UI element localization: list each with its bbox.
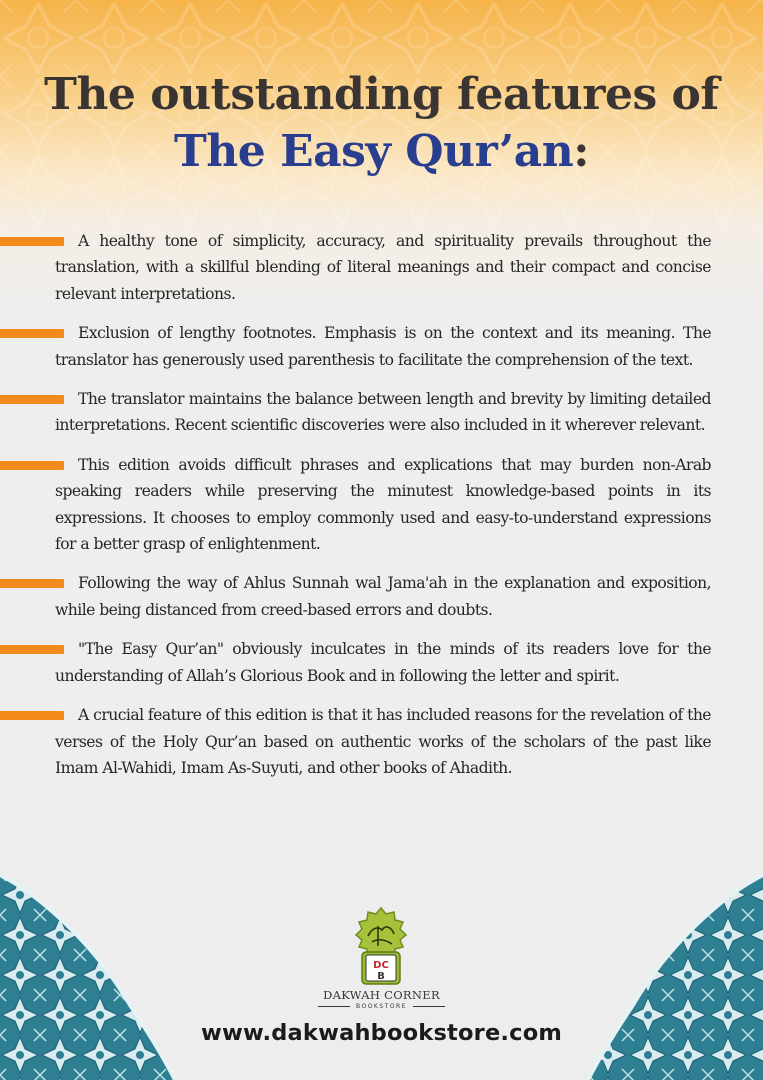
- page-title: [0, 68, 763, 182]
- feature-item: [0, 320, 763, 373]
- feature-list: [0, 228, 763, 794]
- svg-text:DC: DC: [373, 960, 389, 971]
- website-url[interactable]: www.dakwahbookstore.com: [200, 1020, 563, 1046]
- feature-item: [0, 636, 763, 689]
- feature-text: "The Easy Qur’an" obviously inculcates in the minds of its readers love for the understanding of Allah’s Glorious Book and in following the letter and spirit.: [55, 640, 711, 685]
- feature-item: [0, 386, 763, 439]
- feature-text: Exclusion of lengthy footnotes. Emphasis is on the context and its meaning. The translator has generously used parenthesis to facilitate the comprehension of the text.: [55, 324, 711, 369]
- feature-item: [0, 702, 763, 781]
- orange-bullet-bar: [0, 237, 64, 246]
- feature-text: This edition avoids difficult phrases and explications that may burden non-Arab speaking readers while preserving the minutest knowledge-based points in its expressions. It chooses to employ commonly used and easy-to-understand expressions for a better grasp of enlightenment.: [55, 455, 711, 554]
- orange-bullet-bar: [0, 395, 64, 404]
- feature-text: A healthy tone of simplicity, accuracy, and spirituality prevails throughout the translation, with a skillful blending of literal meanings and their compact and concise relevant interpretations.: [55, 232, 711, 303]
- feature-item: [0, 228, 763, 307]
- svg-text:B: B: [377, 971, 385, 982]
- publisher-name: DAKWAH CORNER: [323, 988, 440, 1002]
- feature-text: A crucial feature of this edition is that it has included reasons for the revelation of the verses of the Holy Qur’an based on authentic works of the scholars of the past like Imam Al-Wahidi, Imam As-Suyuti, and other books of Ahadith.: [55, 706, 711, 777]
- orange-bullet-bar: [0, 579, 64, 588]
- dakwah-corner-logo: [348, 906, 414, 988]
- feature-text: The translator maintains the balance between length and brevity by limiting detailed interpretations. Recent scientific discoveries were also included in it wherever relevant.: [55, 390, 711, 435]
- orange-bullet-bar: [0, 461, 64, 470]
- orange-bullet-bar: [0, 645, 64, 654]
- logo-rule-right: [413, 1006, 445, 1007]
- book-title: The Easy Qur’an: [174, 126, 574, 177]
- publisher-subtitle: BOOKSTORE: [355, 1003, 408, 1010]
- title-line-1: The outstanding features of: [44, 69, 719, 120]
- orange-bullet-bar: [0, 711, 64, 720]
- corner-ornament-right: [588, 875, 763, 1080]
- orange-bullet-bar: [0, 329, 64, 338]
- feature-text: Following the way of Ahlus Sunnah wal Jama'ah in the explanation and exposition, while being distanced from creed-based errors and doubts.: [55, 574, 711, 619]
- feature-item: [0, 570, 763, 623]
- feature-item: [0, 452, 763, 558]
- title-line-2: [0, 122, 763, 182]
- title-colon: :: [573, 126, 589, 177]
- corner-ornament-left: [0, 875, 175, 1080]
